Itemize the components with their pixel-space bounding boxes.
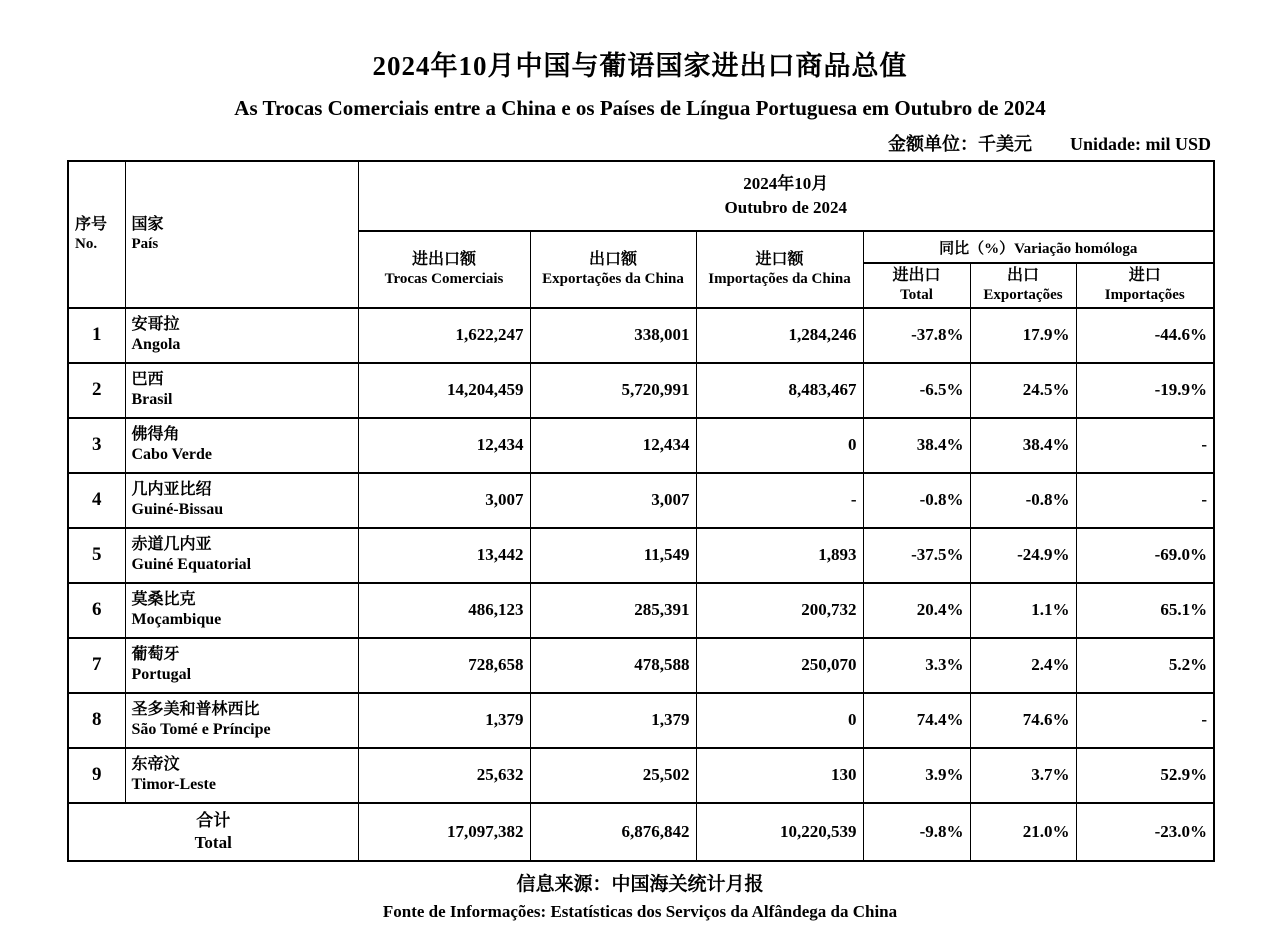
cell-country <box>125 473 358 528</box>
cell-exports: 285,391 <box>530 583 696 638</box>
cell-exports: 25,502 <box>530 748 696 803</box>
cell-imports: 0 <box>696 693 863 748</box>
header-country-zh: 国家 <box>131 216 164 234</box>
country-name-pt: Guiné-Bissau <box>131 501 224 519</box>
country-name-pt: Angola <box>131 336 181 354</box>
trade-table <box>67 160 1215 862</box>
unit-label-latin: Unidade: mil USD <box>1069 133 1211 154</box>
header-yoy-imports <box>1076 263 1214 308</box>
country-name-zh: 安哥拉 <box>131 316 180 334</box>
header-no-zh: 序号 <box>75 216 108 234</box>
header-yoy-total-latin: Total <box>900 287 933 304</box>
header-yoy-exports <box>970 263 1076 308</box>
cell-trade: 3,007 <box>358 473 530 528</box>
cell-yoy-imports: 52.9% <box>1076 748 1214 803</box>
table-row <box>68 583 1214 638</box>
cell-total-yoy-total: -9.8% <box>863 803 970 861</box>
cell-no: 1 <box>68 308 125 363</box>
header-yoy: 同比（%）Variação homóloga <box>863 231 1214 263</box>
country-name-pt: Guiné Equatorial <box>131 556 252 574</box>
cell-country <box>125 308 358 363</box>
cell-yoy-imports: -19.9% <box>1076 363 1214 418</box>
cell-total-yoy-exports: 21.0% <box>970 803 1076 861</box>
cell-exports: 338,001 <box>530 308 696 363</box>
cell-country <box>125 693 358 748</box>
cell-imports: 130 <box>696 748 863 803</box>
cell-yoy-exports: 24.5% <box>970 363 1076 418</box>
country-name-pt: Moçambique <box>131 611 222 629</box>
cell-yoy-total: 20.4% <box>863 583 970 638</box>
cell-total-label <box>68 803 358 861</box>
page-title-pt: As Trocas Comerciais entre a China e os Países de Língua Portuguesa em Outubro de 2024 <box>234 96 1046 121</box>
header-exports-zh: 出口额 <box>588 251 637 269</box>
table-row <box>68 748 1214 803</box>
cell-yoy-imports: - <box>1076 418 1214 473</box>
country-name-zh: 莫桑比克 <box>131 591 196 609</box>
table-row <box>68 418 1214 473</box>
header-exports <box>530 231 696 308</box>
table-row <box>68 528 1214 583</box>
country-name-pt: Portugal <box>131 666 192 684</box>
source-line-pt: Fonte de Informações: Estatísticas dos Serviços da Alfândega da China <box>382 901 898 921</box>
cell-yoy-total: -37.5% <box>863 528 970 583</box>
cell-yoy-exports: -24.9% <box>970 528 1076 583</box>
header-country-latin: País <box>131 236 159 253</box>
header-yoy-exports-latin: Exportações <box>983 287 1063 304</box>
cell-exports: 12,434 <box>530 418 696 473</box>
cell-no: 9 <box>68 748 125 803</box>
cell-yoy-imports: 5.2% <box>1076 638 1214 693</box>
cell-exports: 3,007 <box>530 473 696 528</box>
header-trade-latin: Trocas Comerciais <box>384 271 504 288</box>
cell-yoy-total: -6.5% <box>863 363 970 418</box>
country-name-pt: Timor-Leste <box>131 776 216 794</box>
cell-country <box>125 363 358 418</box>
header-yoy-imports-zh: 进口 <box>1128 267 1161 285</box>
cell-no: 2 <box>68 363 125 418</box>
cell-trade: 1,622,247 <box>358 308 530 363</box>
cell-yoy-imports: -44.6% <box>1076 308 1214 363</box>
country-name-zh: 佛得角 <box>131 426 180 444</box>
page-title-zh: 2024年10月中国与葡语国家进出口商品总值 <box>372 51 908 81</box>
cell-yoy-imports: -69.0% <box>1076 528 1214 583</box>
table-row <box>68 363 1214 418</box>
header-imports-latin: Importações da China <box>708 271 851 288</box>
cell-country <box>125 528 358 583</box>
cell-yoy-imports: - <box>1076 473 1214 528</box>
cell-total-trade: 17,097,382 <box>358 803 530 861</box>
cell-yoy-total: 3.3% <box>863 638 970 693</box>
header-period <box>358 161 1214 231</box>
cell-imports: 250,070 <box>696 638 863 693</box>
cell-imports: 1,893 <box>696 528 863 583</box>
cell-total-imports: 10,220,539 <box>696 803 863 861</box>
cell-yoy-exports: 2.4% <box>970 638 1076 693</box>
country-name-pt: Cabo Verde <box>131 446 212 464</box>
total-label-latin: Total <box>194 832 232 852</box>
cell-no: 4 <box>68 473 125 528</box>
cell-country <box>125 748 358 803</box>
header-yoy-imports-latin: Importações <box>1104 287 1185 304</box>
cell-trade: 12,434 <box>358 418 530 473</box>
cell-yoy-imports: 65.1% <box>1076 583 1214 638</box>
country-name-zh: 赤道几内亚 <box>131 536 212 554</box>
country-name-zh: 东帝汶 <box>131 756 180 774</box>
cell-trade: 728,658 <box>358 638 530 693</box>
cell-imports: 8,483,467 <box>696 363 863 418</box>
cell-country <box>125 638 358 693</box>
header-trade-zh: 进出口额 <box>411 251 476 269</box>
cell-trade: 25,632 <box>358 748 530 803</box>
header-trade-volume <box>358 231 530 308</box>
header-period-latin: Outubro de 2024 <box>724 198 848 218</box>
country-name-zh: 圣多美和普林西比 <box>131 701 260 719</box>
cell-imports: 1,284,246 <box>696 308 863 363</box>
cell-no: 5 <box>68 528 125 583</box>
table-row <box>68 693 1214 748</box>
country-name-pt: Brasil <box>131 391 173 409</box>
cell-country <box>125 418 358 473</box>
country-name-zh: 几内亚比绍 <box>131 481 212 499</box>
header-row-period <box>68 161 1214 231</box>
header-yoy-total <box>863 263 970 308</box>
cell-no: 3 <box>68 418 125 473</box>
header-yoy-total-zh: 进出口 <box>892 267 941 285</box>
cell-no: 7 <box>68 638 125 693</box>
cell-yoy-exports: 3.7% <box>970 748 1076 803</box>
header-country <box>125 161 358 308</box>
unit-label-zh: 金额单位：千美元 <box>887 133 1032 154</box>
table-row <box>68 473 1214 528</box>
cell-yoy-imports: - <box>1076 693 1214 748</box>
cell-trade: 14,204,459 <box>358 363 530 418</box>
unit-line <box>67 134 1211 156</box>
cell-trade: 13,442 <box>358 528 530 583</box>
cell-no: 8 <box>68 693 125 748</box>
header-no-latin: No. <box>75 236 98 253</box>
cell-no: 6 <box>68 583 125 638</box>
source-line-zh: 信息来源：中国海关统计月报 <box>516 873 764 895</box>
header-exports-latin: Exportações da China <box>542 271 684 288</box>
country-name-pt: São Tomé e Príncipe <box>131 721 271 739</box>
cell-yoy-total: 3.9% <box>863 748 970 803</box>
cell-trade: 1,379 <box>358 693 530 748</box>
cell-imports: 0 <box>696 418 863 473</box>
cell-exports: 1,379 <box>530 693 696 748</box>
total-row <box>68 803 1214 861</box>
cell-exports: 5,720,991 <box>530 363 696 418</box>
cell-exports: 478,588 <box>530 638 696 693</box>
cell-yoy-total: 38.4% <box>863 418 970 473</box>
cell-total-yoy-imports: -23.0% <box>1076 803 1214 861</box>
table-row <box>68 308 1214 363</box>
country-name-zh: 葡萄牙 <box>131 646 180 664</box>
header-period-zh: 2024年10月 <box>743 173 829 193</box>
header-yoy-exports-zh: 出口 <box>1006 267 1039 285</box>
header-imports <box>696 231 863 308</box>
cell-country <box>125 583 358 638</box>
cell-yoy-exports: 74.6% <box>970 693 1076 748</box>
cell-yoy-exports: 17.9% <box>970 308 1076 363</box>
cell-total-exports: 6,876,842 <box>530 803 696 861</box>
table-row <box>68 638 1214 693</box>
cell-yoy-total: -0.8% <box>863 473 970 528</box>
cell-yoy-exports: 1.1% <box>970 583 1076 638</box>
cell-yoy-exports: -0.8% <box>970 473 1076 528</box>
cell-trade: 486,123 <box>358 583 530 638</box>
total-label-zh: 合计 <box>196 810 231 830</box>
cell-yoy-exports: 38.4% <box>970 418 1076 473</box>
header-no <box>68 161 125 308</box>
cell-imports: - <box>696 473 863 528</box>
cell-imports: 200,732 <box>696 583 863 638</box>
cell-yoy-total: -37.8% <box>863 308 970 363</box>
cell-yoy-total: 74.4% <box>863 693 970 748</box>
cell-exports: 11,549 <box>530 528 696 583</box>
header-imports-zh: 进口额 <box>755 251 804 269</box>
country-name-zh: 巴西 <box>131 371 164 389</box>
